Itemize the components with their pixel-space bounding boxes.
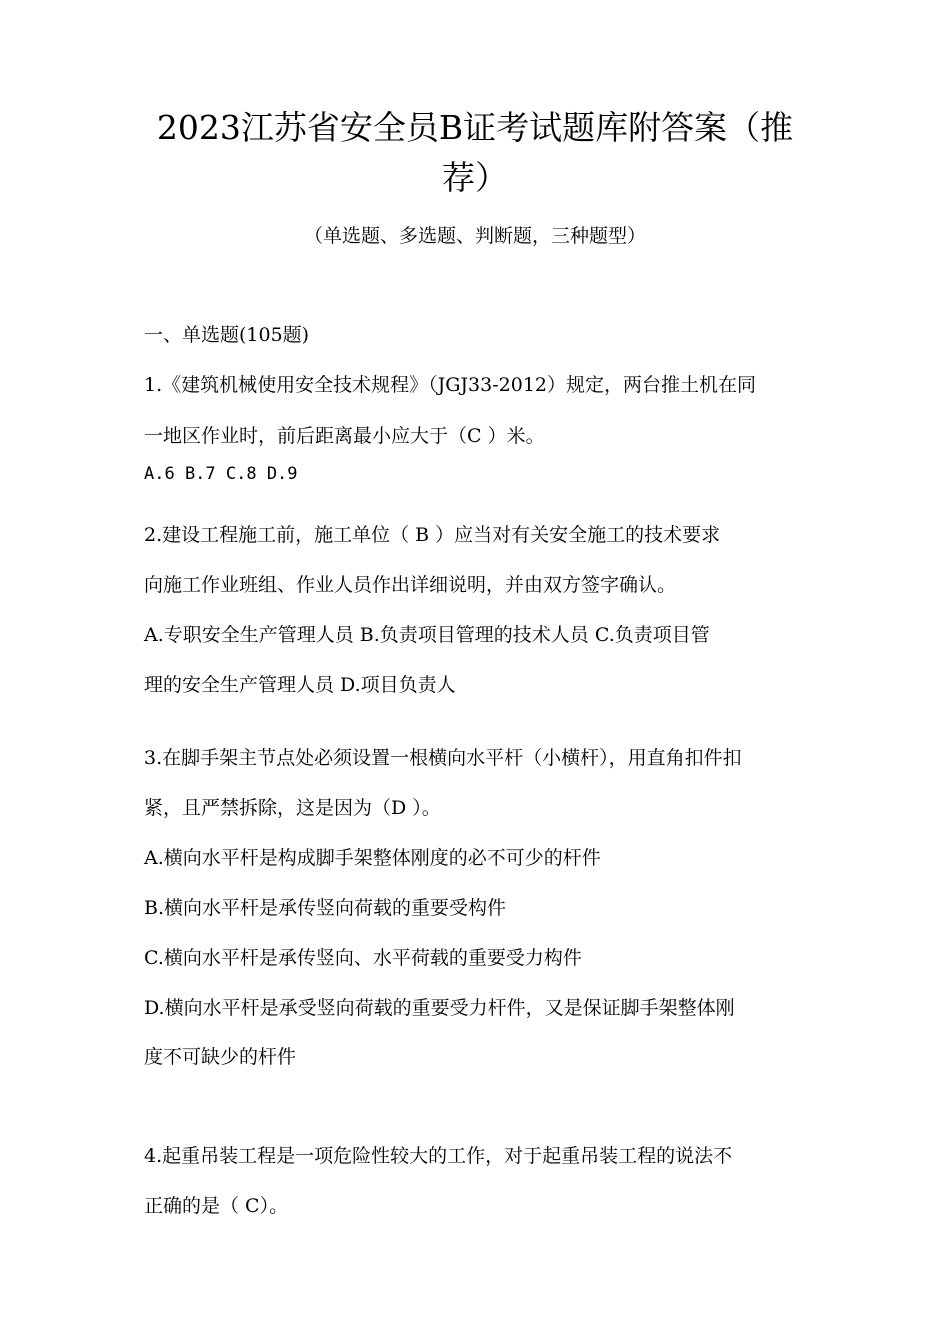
question-1-stem-line-1: 1.《建筑机械使用安全技术规程》（JGJ33-2012）规定，两台推土机在同 [144,374,756,396]
document-title-line-1: 2023江苏省安全员B证考试题库附答案（推 [156,108,794,147]
question-3-option-b: B.横向水平杆是承传竖向荷载的重要受构件 [144,897,507,919]
question-2-options-line-2: 理的安全生产管理人员 D.项目负责人 [144,674,456,696]
question-2-options-line-1: A.专职安全生产管理人员 B.负责项目管理的技术人员 C.负责项目管 [144,624,710,646]
question-3-option-d-line-2: 度不可缺少的杆件 [144,1046,297,1068]
question-4-stem-line-1: 4.起重吊装工程是一项危险性较大的工作，对于起重吊装工程的说法不 [144,1145,733,1167]
question-3-option-c: C.横向水平杆是承传竖向、水平荷载的重要受力构件 [144,947,582,969]
question-3-option-a: A.横向水平杆是构成脚手架整体刚度的必不可少的杆件 [144,847,601,869]
section-heading: 一、单选题(105题) [144,324,310,346]
document-subtitle: （单选题、多选题、判断题，三种题型） [303,225,646,247]
question-1-options: A.6 B.7 C.8 D.9 [144,464,298,484]
question-3-option-d-line-1: D.横向水平杆是承受竖向荷载的重要受力杆件，又是保证脚手架整体刚 [144,997,735,1019]
question-3-stem-line-2: 紧，且严禁拆除，这是因为（D ）。 [144,797,441,819]
question-2-stem-line-2: 向施工作业班组、作业人员作出详细说明，并由双方签字确认。 [144,574,677,596]
document-title-line-2: 荐） [442,158,508,197]
question-2-stem-line-1: 2.建设工程施工前，施工单位（ B ）应当对有关安全施工的技术要求 [144,524,721,546]
question-3-stem-line-1: 3.在脚手架主节点处必须设置一根横向水平杆（小横杆），用直角扣件扣 [144,747,742,769]
question-4-stem-line-2: 正确的是（ C）。 [144,1195,289,1217]
question-1-stem-line-2: 一地区作业时，前后距离最小应大于（C ）米。 [144,425,545,447]
